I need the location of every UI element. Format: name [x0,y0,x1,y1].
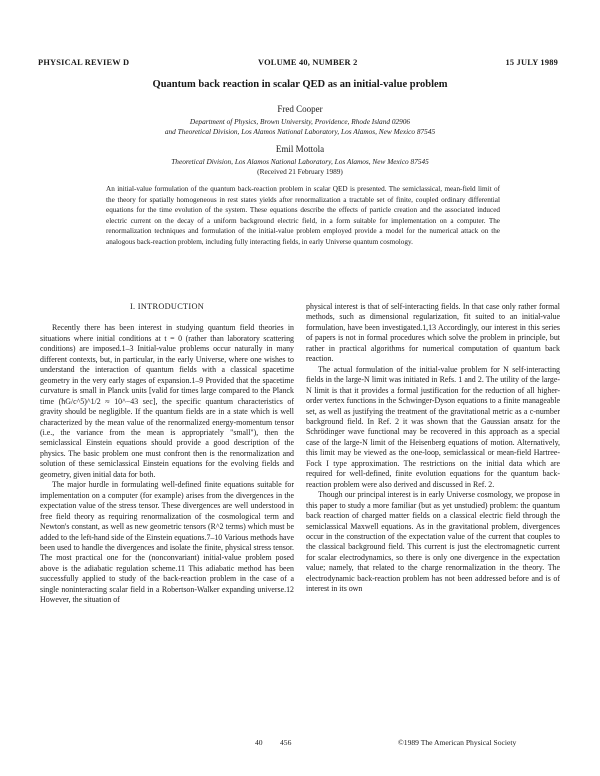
copyright: ©1989 The American Physical Society [398,738,517,747]
author-affiliation: Department of Physics, Brown University, Providence, Rhode Island 02906 [189,117,411,126]
author-affiliation: Theoretical Division, Los Alamos National Laboratory, Los Alamos, New Mexico 87545 [171,157,429,166]
author-name: Emil Mottola [275,144,325,154]
footer-volume: 40 [255,738,263,747]
page-number: 456 [280,738,292,747]
right-column [306,302,560,595]
abstract: An initial-value formulation of the quantum back-reaction problem in scalar QED is presented. The semiclassical, mean-field limit of the theory for spatially homogeneous in rest states yields after renormalization a tractable set of finite, coupled ordinary differential equations for the time evolution of the system. These equations describe the effects of particle creation and the associated induced electric current on the decay of a uniform background electric field, in a form suitable for implementation on a computer. The renormalization techniques and formulation of the initial-value problem employed provide a model for the numerical attack on the analogous back-reaction problem, including fully interacting fields, in early Universe quantum cosmology. [106,185,500,246]
paragraph: The actual formulation of the initial-value problem for N self-interacting fields in the large-N limit was initiated in Refs. 1 and 2. The utility of the large-N limit is that it provides a formal justification for the reduction of all higher-order vertex functions in the Schwinger-Dyson equations to a finite manageable set, as well as justifying the treatment of the gravitational metric as a c-number background field. In Ref. 2 it was shown that the Gaussian ansatz for the Schrödinger wave functional may be recovered in this approach as a special case of the large-N limit of the Heisenberg equations of motion. Alternatively, this limit may be viewed as the one-loop, semiclassical or mean-field Hartree-Fock I type approximation. The restrictions on the initial data which are required for well-defined, finite evolution equations for the quantum back-reaction problem were also derived and discussed in Ref. 2. [306,364,560,489]
journal-name: PHYSICAL REVIEW D [38,58,130,67]
author-name: Fred Cooper [277,104,323,114]
paragraph: Recently there has been interest in studying quantum field theories in situations where initial conditions at t = 0 (rather than laboratory scattering conditions) are imposed.1–3 Initial-value problems occur naturally in many different contexts, but, in particular, in the early Universe, where one wishes to understand the interaction of quantum fields with a classical spacetime geometry in the very early stages of expansion.1–9 Provided that the spacetime curvature is small in Planck units [valid for times large compared to the Planck time (ħG/c^5)^1/2 ≈ 10^−43 sec], the specific quantum characteristics of gravity should be negligible. If the quantum fields are in a state which is well characterized by the mean value of the renormalized energy-momentum tensor (i.e., the variance from the mean is appropriately "small"), then the semiclassical Einstein equations should provide a good description of the physics. The basic problem one must confront then is the renormalization and solution of these semiclassical Einstein equations for the evolving fields and geometry, given initial data for both. [40,323,294,479]
paragraph: Though our principal interest is in early Universe cosmology, we propose in this paper to study a more familiar (but as yet unstudied) problem: the quantum back reaction of charged matter fields on a classical electric field through the semiclassical Maxwell equations. As in the gravitational problem, divergences occur in the construction of the expectation value of the current that couples to the classical background field. This current is just the electromagnetic current for scalar electrodynamics, so there is only one divergence in the expectation value; namely, that related to the charge renormalization in the theory. The electrodynamic back-reaction problem has not been addressed before and is of interest in its own [306,490,560,594]
received-date: (Received 21 February 1989) [257,167,343,176]
paper-title: Quantum back reaction in scalar QED as an initial-value problem [152,79,448,90]
issue-date: 15 JULY 1989 [505,58,558,67]
paragraph: The major hurdle in formulating well-defined finite equations suitable for implementation on a computer (for example) arises from the divergences in the expectation value of the stress tensor. These divergences are well understood in free field theory as requiring renormalization of the cosmological term and Newton's constant, as well as new geometric tensors (R^2 terms) which must be added to the left-hand side of the Einstein equations.7–10 Various methods have been used to handle the divergences and isolate the finite, physical stress tensor. The most practical one for the (nonconvariant) initial-value problem posed above is the adiabatic regulation scheme.11 This adiabatic method has been successfully applied to study of the back-reaction problem in the case of a single noninteracting scalar field in a Robertson-Walker expanding universe.12 However, the situation of [40,480,294,605]
paragraph: physical interest is that of self-interacting fields. In that case only rather formal methods, such as dimensional regularization, fit suited to an initial-value formulation, have been investigated.1,13 Accordingly, our interest in this series of papers is not in formal procedures which solve the problem in principle, but rather in practical algorithms for numerical computation of quantum back reaction. [306,302,560,364]
volume-number: VOLUME 40, NUMBER 2 [258,58,358,67]
section-heading: I. INTRODUCTION [129,302,205,311]
left-column [40,302,294,606]
author-affiliation: and Theoretical Division, Los Alamos National Laboratory, Los Alamos, New Mexico 87545 [164,127,436,136]
